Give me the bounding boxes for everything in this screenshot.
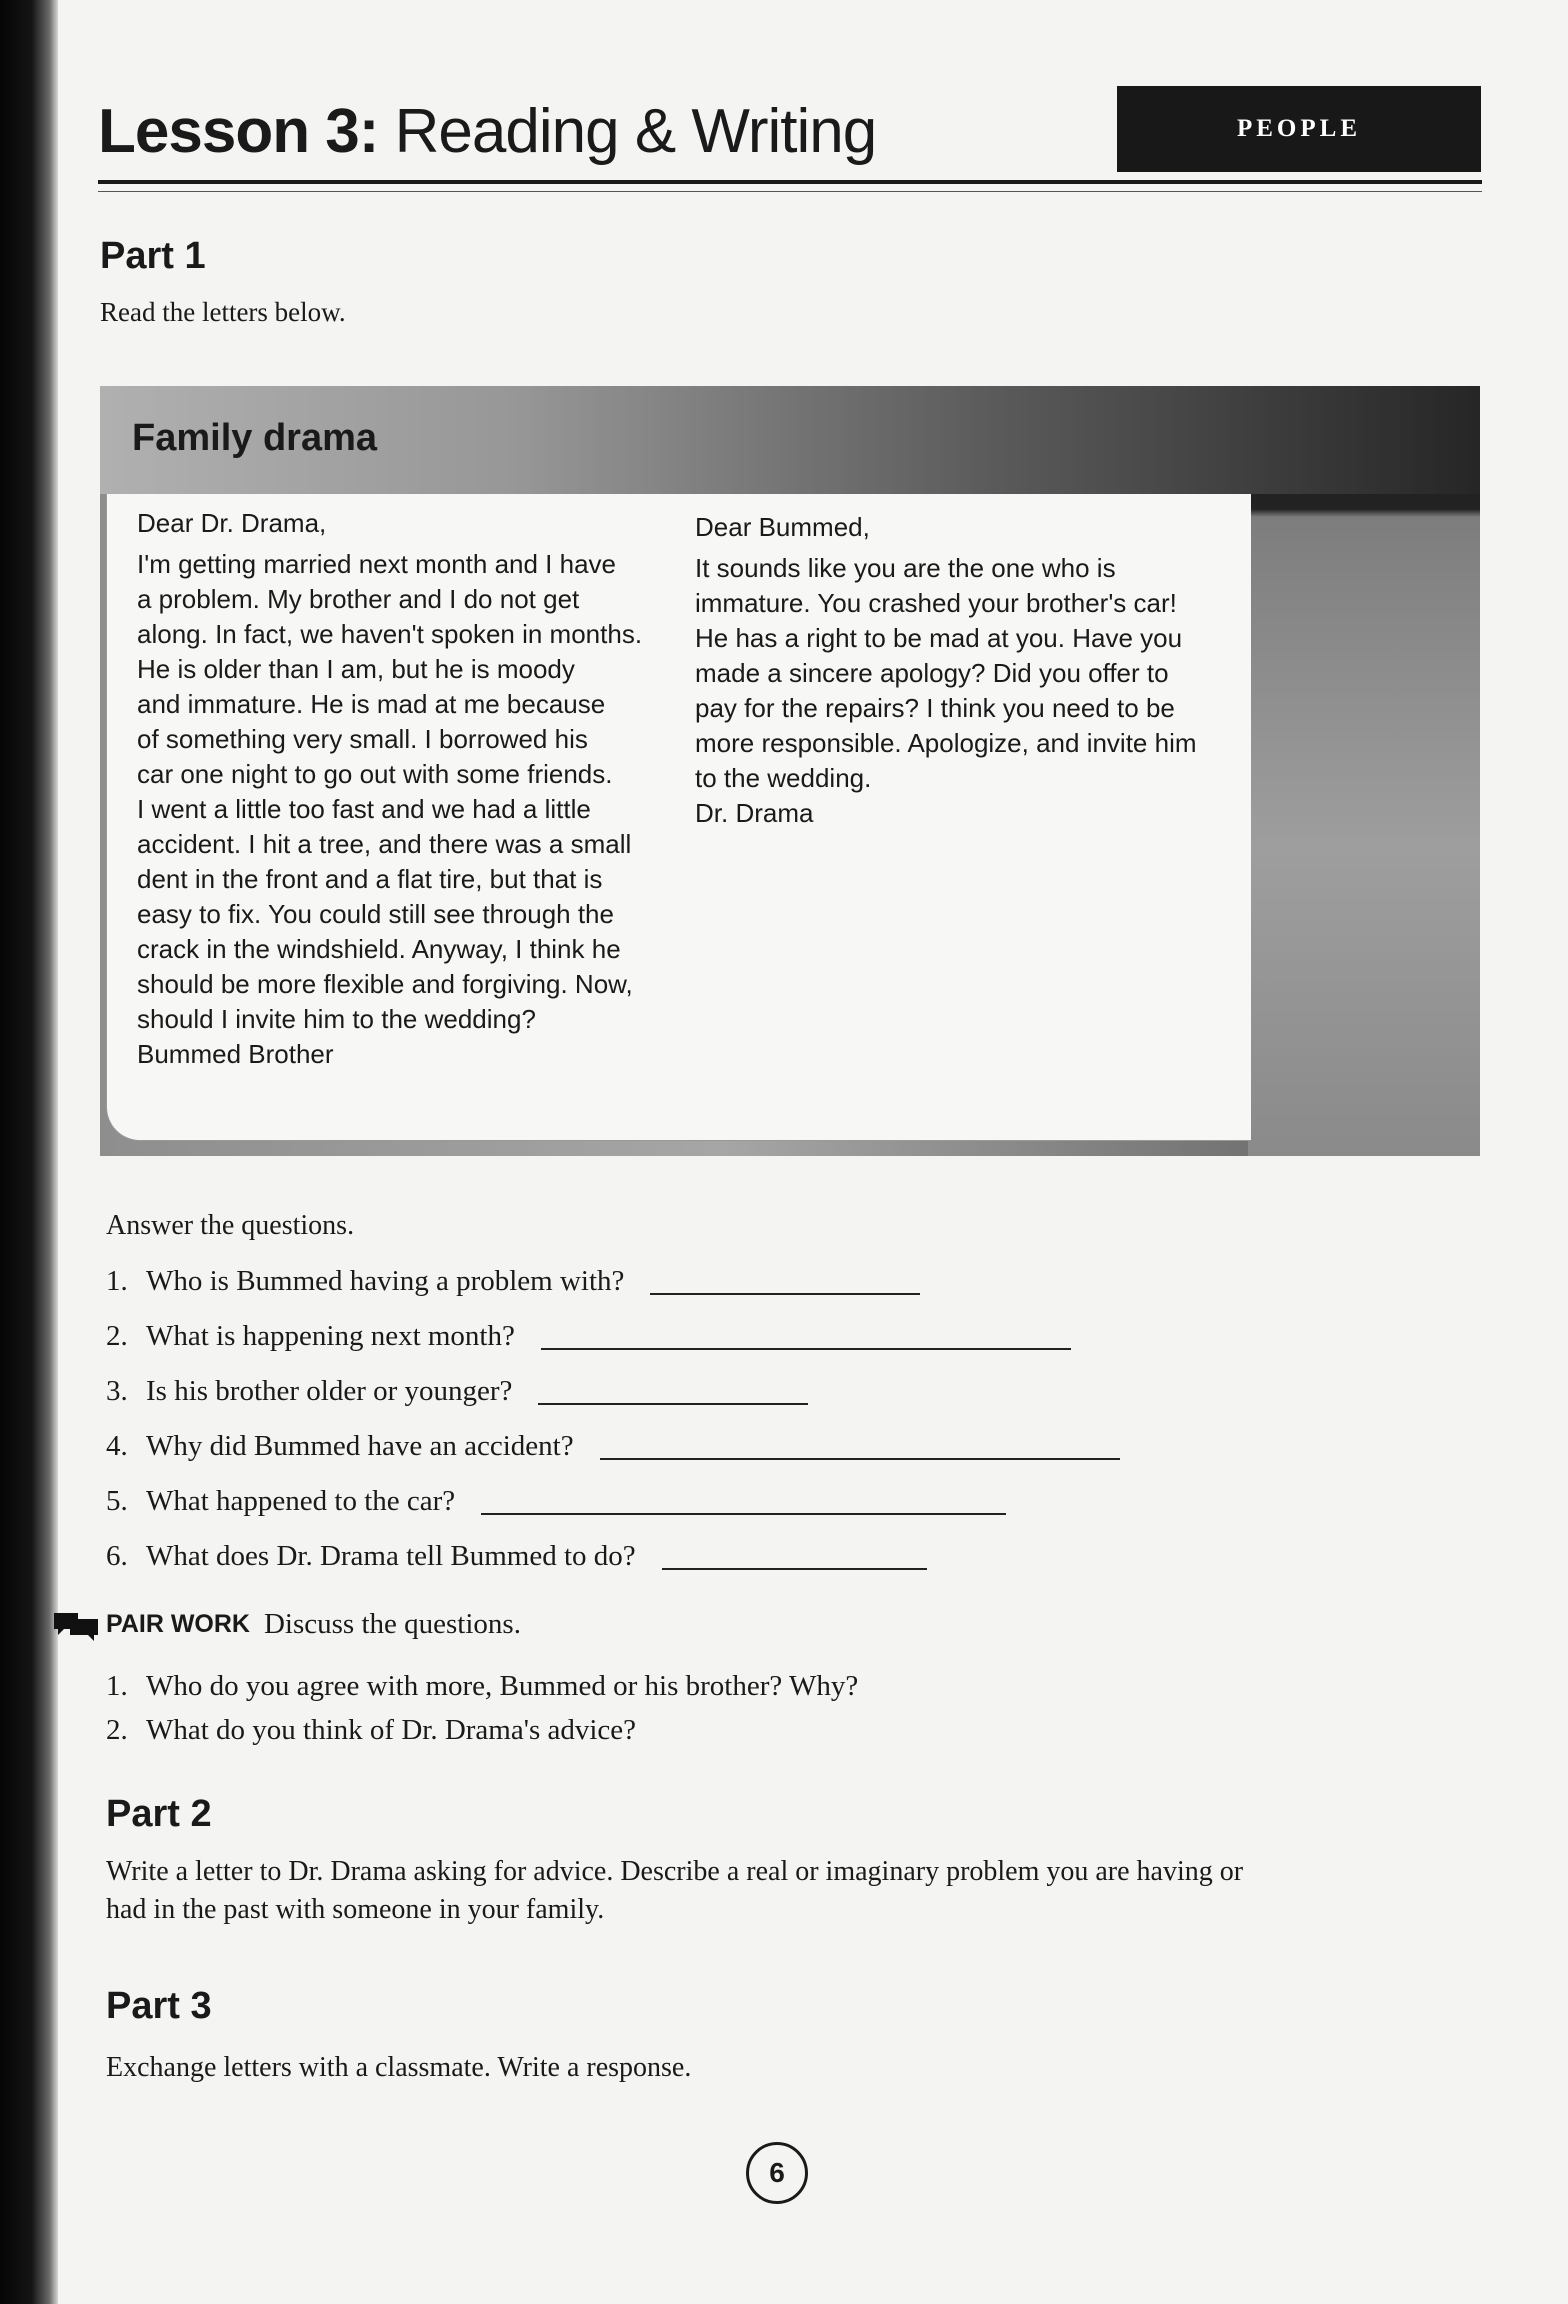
section-tag: PEOPLE bbox=[1117, 86, 1481, 172]
part2-instruction-line1: Write a letter to Dr. Drama asking for advice. Describe a real or imaginary problem you are having or bbox=[106, 1856, 1244, 1887]
letter-left-line: along. In fact, we haven't spoken in months. bbox=[137, 619, 643, 649]
question-item bbox=[106, 1521, 1206, 1576]
question-item bbox=[106, 1356, 1206, 1411]
pair-work-instruction: Discuss the questions. bbox=[263, 1608, 521, 1640]
page-number: 6 bbox=[746, 2142, 808, 2204]
question-text: Why did Bummed have an accident? bbox=[146, 1430, 574, 1462]
answer-blank[interactable] bbox=[600, 1458, 1120, 1460]
letter-right-line: more responsible. Apologize, and invite him bbox=[695, 728, 1197, 758]
letter-left-line: I went a little too fast and we had a little bbox=[137, 794, 591, 824]
letter-right-line: immature. You crashed your brother's car! bbox=[695, 588, 1177, 618]
discussion-item bbox=[106, 1664, 1206, 1708]
answer-blank[interactable] bbox=[481, 1513, 1006, 1515]
lesson-label: Lesson 3: bbox=[98, 97, 379, 166]
question-text: What happened to the car? bbox=[146, 1485, 456, 1517]
letter-left-line: should be more flexible and forgiving. Now, bbox=[137, 969, 633, 999]
panel-side-strip bbox=[1248, 386, 1480, 1156]
part2-heading: Part 2 bbox=[106, 1793, 212, 1835]
letter-left-line: dent in the front and a flat tire, but that is bbox=[137, 864, 603, 894]
pair-work-label: PAIR WORK bbox=[106, 1610, 250, 1638]
part1-instruction: Read the letters below. bbox=[100, 297, 346, 327]
letter-left-body bbox=[137, 547, 657, 1037]
speech-bubbles-icon bbox=[52, 1609, 100, 1641]
header-rule bbox=[98, 180, 1482, 184]
letter-left-line: and immature. He is mad at me because bbox=[137, 689, 606, 719]
letter-left-line: crack in the windshield. Anyway, I think he bbox=[137, 934, 621, 964]
lesson-title-text: Reading & Writing bbox=[394, 97, 877, 166]
letter-left-line: should I invite him to the wedding? bbox=[137, 1004, 536, 1034]
question-item bbox=[106, 1466, 1206, 1521]
answer-blank[interactable] bbox=[662, 1568, 927, 1570]
discussion-text: What do you think of Dr. Drama's advice? bbox=[146, 1714, 637, 1746]
discussion-number: 2. bbox=[106, 1714, 128, 1746]
letter-left-salutation: Dear Dr. Drama, bbox=[137, 508, 327, 538]
part3-instruction: Exchange letters with a classmate. Write a response. bbox=[106, 2052, 692, 2083]
question-number: 6. bbox=[106, 1540, 128, 1572]
question-number: 4. bbox=[106, 1430, 128, 1462]
question-item bbox=[106, 1301, 1206, 1356]
letter-left-line: I'm getting married next month and I have bbox=[137, 549, 616, 579]
question-number: 3. bbox=[106, 1375, 128, 1407]
pair-work-row bbox=[52, 1608, 521, 1641]
panel-title: Family drama bbox=[132, 417, 377, 459]
header-rule-thin bbox=[98, 191, 1482, 192]
letters-box bbox=[106, 494, 1251, 1141]
discussion-item bbox=[106, 1708, 1206, 1752]
answer-blank[interactable] bbox=[538, 1403, 808, 1405]
letter-right-salutation: Dear Bummed, bbox=[695, 512, 870, 542]
family-drama-panel bbox=[100, 386, 1480, 1156]
discussion-list bbox=[106, 1664, 1206, 1752]
question-text: What does Dr. Drama tell Bummed to do? bbox=[146, 1540, 636, 1572]
question-list bbox=[106, 1246, 1206, 1576]
letter-left-line: a problem. My brother and I do not get bbox=[137, 584, 580, 614]
letter-left-line: easy to fix. You could still see through the bbox=[137, 899, 614, 929]
question-text: What is happening next month? bbox=[146, 1320, 515, 1352]
lesson-title bbox=[98, 92, 876, 172]
letter-left-line: He is older than I am, but he is moody bbox=[137, 654, 575, 684]
panel-header bbox=[100, 386, 1480, 494]
letter-left-line: of something very small. I borrowed his bbox=[137, 724, 588, 754]
letter-from-bummed bbox=[137, 506, 657, 1078]
letter-right-body bbox=[695, 551, 1235, 796]
part1-heading: Part 1 bbox=[100, 235, 206, 277]
discussion-text: Who do you agree with more, Bummed or his brother? Why? bbox=[146, 1670, 859, 1702]
letter-left-line: car one night to go out with some friends. bbox=[137, 759, 613, 789]
book-spine-shadow bbox=[0, 0, 58, 2304]
question-number: 1. bbox=[106, 1265, 128, 1297]
question-item bbox=[106, 1411, 1206, 1466]
letter-right-line: to the wedding. bbox=[695, 763, 872, 793]
letter-right-line: pay for the repairs? I think you need to be bbox=[695, 693, 1175, 723]
question-text: Is his brother older or younger? bbox=[146, 1375, 513, 1407]
letter-left-signature: Bummed Brother bbox=[137, 1039, 334, 1069]
letter-right-line: It sounds like you are the one who is bbox=[695, 553, 1116, 583]
part3-heading: Part 3 bbox=[106, 1985, 212, 2027]
letter-left-line: accident. I hit a tree, and there was a small bbox=[137, 829, 632, 859]
question-number: 5. bbox=[106, 1485, 128, 1517]
questions-instruction: Answer the questions. bbox=[106, 1210, 355, 1241]
letter-right-signature: Dr. Drama bbox=[695, 798, 814, 828]
letter-from-dr-drama bbox=[695, 510, 1235, 837]
question-number: 2. bbox=[106, 1320, 128, 1352]
discussion-number: 1. bbox=[106, 1670, 128, 1702]
question-text: Who is Bummed having a problem with? bbox=[146, 1265, 625, 1297]
answer-blank[interactable] bbox=[650, 1293, 920, 1295]
letter-right-line: He has a right to be mad at you. Have you bbox=[695, 623, 1183, 653]
question-item bbox=[106, 1246, 1206, 1301]
part2-instruction-line2: had in the past with someone in your family. bbox=[106, 1894, 605, 1925]
letter-right-line: made a sincere apology? Did you offer to bbox=[695, 658, 1169, 688]
answer-blank[interactable] bbox=[541, 1348, 1071, 1350]
